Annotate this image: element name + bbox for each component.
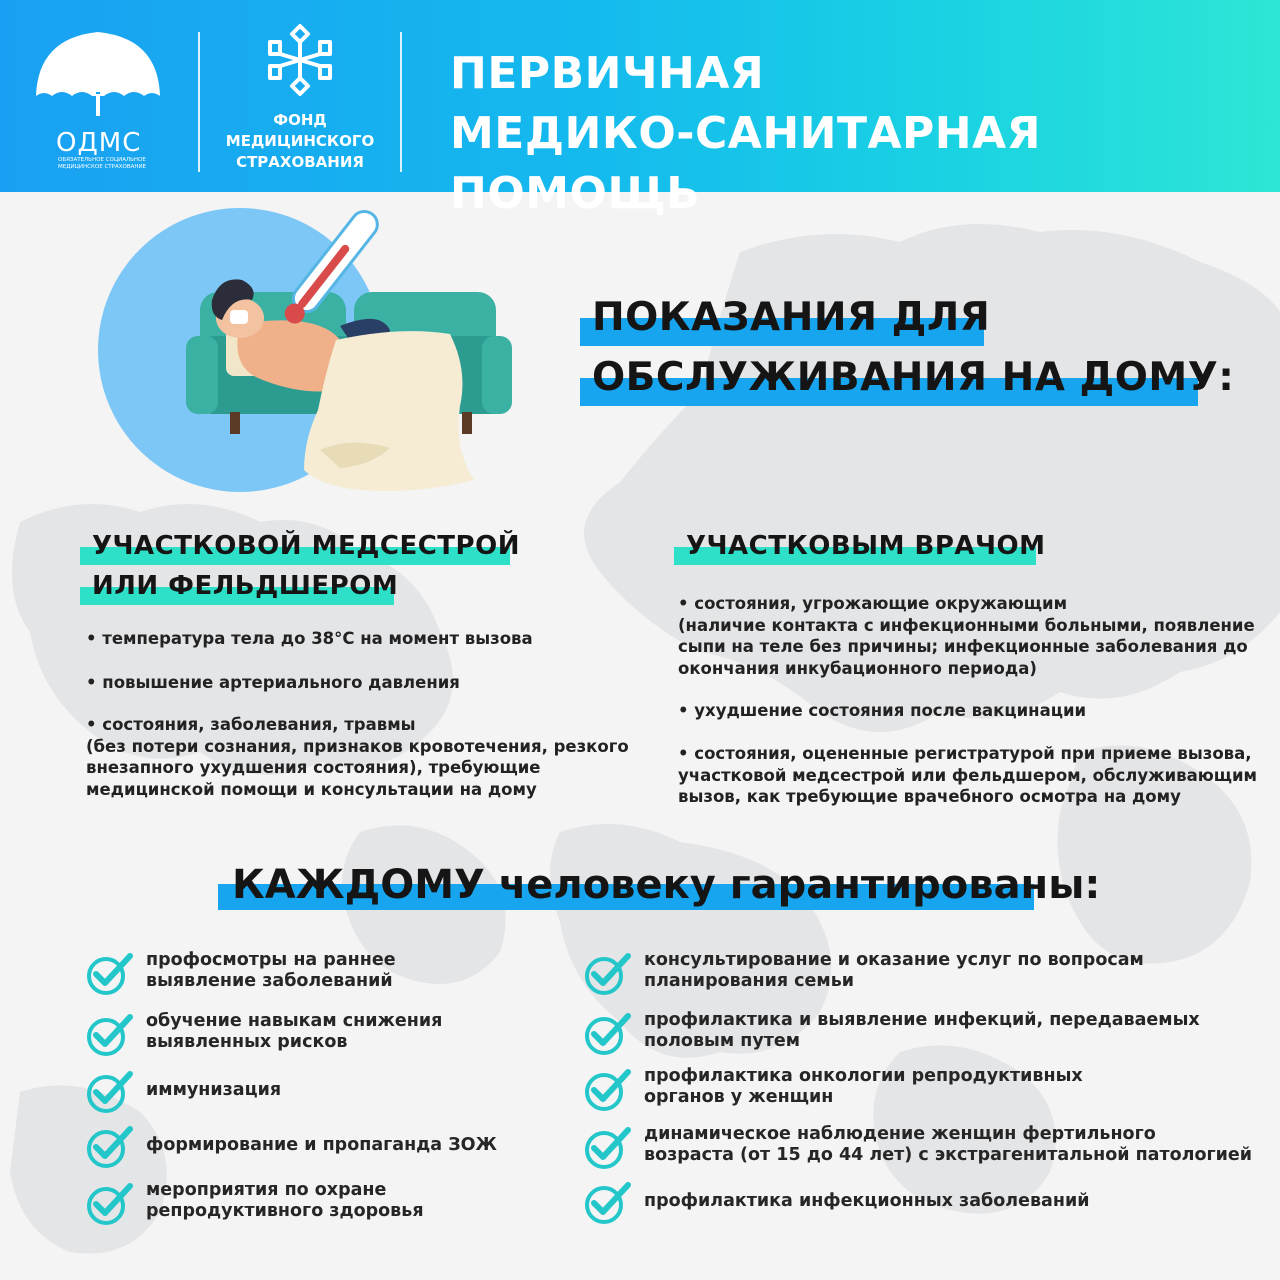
- guarantee-item-text: [146, 1011, 442, 1053]
- guarantee-item-text: [644, 1124, 1252, 1166]
- nurse-item-line: • состояния, заболевания, травмы: [86, 715, 416, 734]
- guarantee-line: иммунизация: [146, 1080, 282, 1100]
- doctor-item: [678, 593, 1255, 679]
- guarantee-line: выявление заболеваний: [146, 971, 393, 991]
- guarantee-line: планирования семьи: [644, 971, 855, 991]
- doctor-title-line: УЧАСТКОВЫМ ВРАЧОМ: [686, 531, 1046, 561]
- check-circle-icon: [86, 1068, 136, 1114]
- guarantees-title-text: КАЖДОМУ человеку гарантированы:: [232, 862, 1101, 908]
- page-title: [450, 44, 1280, 224]
- home-service-title: [580, 288, 1234, 408]
- guarantee-line: выявленных рисков: [146, 1032, 348, 1052]
- guarantee-item-text: [146, 1135, 497, 1156]
- nurse-item-line: внезапного ухудшения состояния), требующие: [86, 758, 541, 777]
- fund-name-line: МЕДИЦИНСКОГО: [225, 132, 375, 150]
- guarantee-line: возраста (от 15 до 44 лет) с экстрагенитальной патологией: [644, 1145, 1253, 1165]
- doctor-item-line: сыпи на теле без причины; инфекционные заболевания до: [678, 637, 1248, 656]
- guarantee-line: формирование и пропаганда ЗОЖ: [146, 1135, 497, 1155]
- doctor-item: [678, 743, 1257, 808]
- header-banner: [0, 0, 1280, 219]
- page-title-line: ПЕРВИЧНАЯ: [450, 48, 765, 99]
- check-circle-icon: [584, 1179, 634, 1225]
- guarantee-line: половым путем: [644, 1031, 801, 1051]
- guarantees-title: [218, 856, 1100, 914]
- nurse-item-line: • температура тела до 38°С на момент вызова: [86, 629, 533, 648]
- doctor-item-line: • состояния, угрожающие окружающим: [678, 594, 1068, 613]
- check-circle-icon: [86, 1123, 136, 1169]
- guarantee-item-text: [644, 1066, 1083, 1108]
- fund-name-line: ФОНД: [273, 111, 327, 129]
- sick-person-illustration: [90, 200, 530, 500]
- doctor-section-title: [674, 526, 1046, 566]
- nurse-item: [86, 672, 460, 694]
- doctor-item-line: • состояния, оцененные регистратурой при приеме вызова,: [678, 744, 1252, 763]
- guarantee-line: профилактика инфекционных заболеваний: [644, 1191, 1090, 1211]
- nurse-title-line: ИЛИ ФЕЛЬДШЕРОМ: [92, 571, 399, 601]
- guarantee-line: профилактика онкологии репродуктивных: [644, 1066, 1083, 1086]
- check-circle-icon: [86, 1180, 136, 1226]
- fund-name-line: СТРАХОВАНИЯ: [236, 153, 364, 171]
- doctor-item-line: • ухудшение состояния после вакцинации: [678, 701, 1087, 720]
- doctor-item: [678, 700, 1086, 722]
- check-circle-icon: [86, 950, 136, 996]
- check-circle-icon: [584, 950, 634, 996]
- guarantee-line: репродуктивного здоровья: [146, 1201, 424, 1221]
- fund-name: [212, 110, 388, 173]
- guarantee-line: органов у женщин: [644, 1087, 834, 1107]
- nurse-title-line: УЧАСТКОВОЙ МЕДСЕСТРОЙ: [92, 531, 520, 561]
- odms-logo-subtitle: ОБЯЗАТЕЛЬНОЕ СОЦИАЛЬНОЕ МЕДИЦИНСКОЕ СТРАХОВАНИЕ: [58, 157, 147, 170]
- guarantee-line: мероприятия по охране: [146, 1180, 387, 1200]
- nurse-item: [86, 628, 533, 650]
- odms-logo-text: ОДМС: [56, 128, 142, 158]
- guarantee-line: обучение навыкам снижения: [146, 1011, 443, 1031]
- guarantee-item-text: [146, 1080, 281, 1101]
- guarantee-item-text: [146, 1180, 424, 1222]
- guarantee-line: консультирование и оказание услуг по вопросам: [644, 950, 1144, 970]
- guarantee-item-text: [146, 950, 396, 992]
- nurse-item-line: (без потери сознания, признаков кровотечения, резкого: [86, 736, 629, 756]
- guarantee-line: профилактика и выявление инфекций, передаваемых: [644, 1010, 1200, 1030]
- nurse-section-title: [80, 526, 520, 606]
- doctor-item-line: вызов, как требующие врачебного осмотра на дому: [678, 787, 1181, 806]
- doctor-item-line: окончания инкубационного периода): [678, 658, 1037, 678]
- check-circle-icon: [86, 1011, 136, 1057]
- doctor-item-line: (наличие контакта с инфекционными больными, появление: [678, 615, 1255, 635]
- nurse-item-line: • повышение артериального давления: [86, 673, 460, 692]
- check-circle-icon: [584, 1124, 634, 1170]
- check-circle-icon: [584, 1066, 634, 1112]
- guarantee-item-text: [644, 1010, 1200, 1052]
- page-title-line: МЕДИКО-САНИТАРНАЯ ПОМОЩЬ: [450, 108, 1042, 219]
- home-service-title-line: ПОКАЗАНИЯ ДЛЯ: [592, 295, 991, 340]
- guarantee-line: профосмотры на раннее: [146, 950, 396, 970]
- header-divider: [198, 32, 200, 172]
- nurse-item-line: медицинской помощи и консультации на дому: [86, 779, 537, 799]
- doctor-item-line: участковой медсестрой или фельдшером, обслуживающим: [678, 765, 1258, 785]
- guarantee-item-text: [644, 950, 1144, 992]
- home-service-title-line: ОБСЛУЖИВАНИЯ НА ДОМУ:: [592, 355, 1235, 400]
- snowflake-icon: [262, 22, 338, 98]
- guarantee-line: динамическое наблюдение женщин фертильного: [644, 1124, 1156, 1144]
- header-divider: [400, 32, 402, 172]
- guarantee-item-text: [644, 1191, 1089, 1212]
- check-circle-icon: [584, 1010, 634, 1056]
- nurse-item: [86, 714, 629, 800]
